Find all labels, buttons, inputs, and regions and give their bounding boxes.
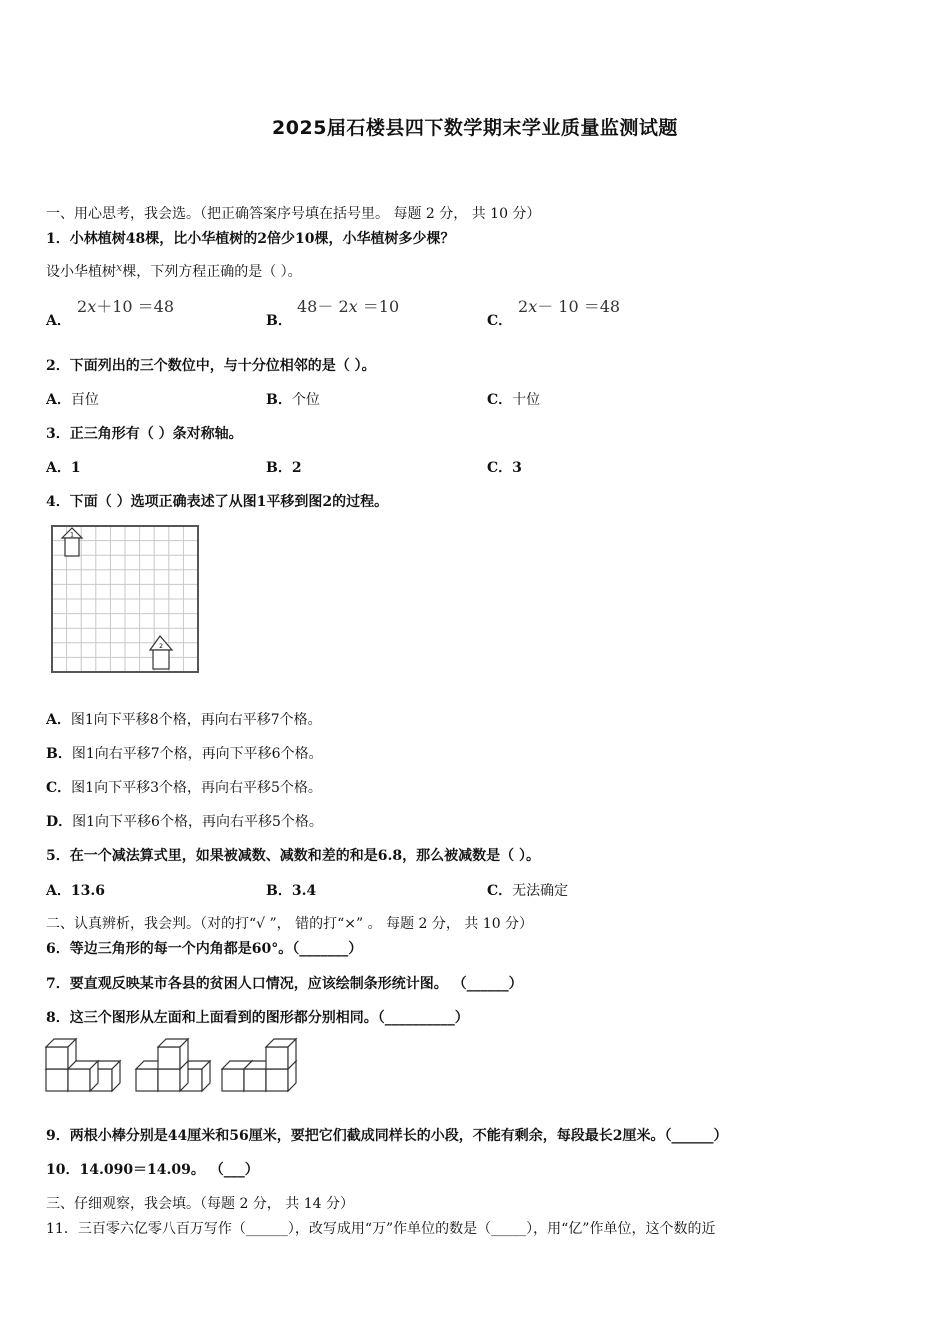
q1-option-a-formula: 2x＋10 ＝48 (77, 297, 175, 316)
house-1-label: 1 (70, 531, 74, 539)
q1-sub-post: 棵，下列方程正确的是（ ）。 (122, 264, 302, 280)
house-figure-1 (62, 528, 82, 556)
q8-text: 8．这三个图形从左面和上面看到的图形都分别相同。（__________） (46, 1010, 469, 1026)
q3-text: 3．正三角形有（ ）条对称轴。 (46, 426, 243, 442)
q2-option-c: C．十位 (487, 392, 541, 408)
cube-figure-3 (222, 1039, 296, 1091)
q4-option-a: A．图1向下平移8个格，再向右平移7个格。 (46, 712, 322, 728)
q1-text: 1．小林植树48棵，比小华植树的2倍少10棵，小华植树多少棵？ (46, 231, 455, 247)
q10-text: 10．14.090＝14.09。 （___） (46, 1162, 259, 1178)
q4-option-c: C．图1向下平移3个格，再向右平移5个格。 (46, 780, 322, 796)
q6-text: 6．等边三角形的每一个内角都是60°。（_______） (46, 941, 363, 957)
q1-option-b-formula: 48－ 2x ＝10 (297, 297, 400, 316)
q5-option-b: B．3.4 (266, 883, 317, 899)
q2-option-a: A．百位 (46, 392, 99, 408)
q8-cube-figures (44, 1036, 300, 1094)
cube-figure-1 (46, 1039, 120, 1091)
q7-text: 7．要直观反映某市各县的贫困人口情况，应该绘制条形统计图。 （______） (46, 976, 523, 992)
q5-text: 5．在一个减法算式里，如果被减数、减数和差的和是6.8，那么被减数是（ ）。 (46, 848, 540, 864)
q9-text: 9．两根小棒分别是44厘米和56厘米，要把它们截成同样长的小段，不能有剩余，每段最长2厘米。（______） (46, 1128, 728, 1144)
q3-option-a: A．1 (46, 460, 81, 476)
q1-sub-pre: 设小华植树 (46, 264, 116, 280)
q5-option-c: C．无法确定 (487, 883, 569, 899)
page-title: 2025届石楼县四下数学期末学业质量监测试题 (272, 117, 678, 139)
q4-option-b: B．图1向右平移7个格，再向下平移6个格。 (46, 746, 323, 762)
q1-option-c-formula: 2x－ 10 ＝48 (518, 297, 621, 316)
section1-header: 一、用心思考，我会选。（把正确答案序号填在括号里。 每题 2 分， 共 10 分） (46, 206, 541, 222)
q1-sub-var: x (116, 261, 123, 274)
section2-header: 二、认真辨析，我会判。（对的打“√ ”， 错的打“×” 。 每题 2 分， 共 10 分） (46, 916, 534, 932)
q1-option-b-label: B． (266, 313, 292, 329)
cube-figure-2 (136, 1039, 210, 1091)
house-2-label: 2 (159, 643, 163, 650)
q5-option-a: A．13.6 (46, 883, 105, 899)
q1-subtext (46, 261, 302, 281)
section3-header: 三、仔细观察，我会填。（每题 2 分， 共 14 分） (46, 1196, 354, 1212)
q1-option-a-label: A． (46, 313, 71, 329)
q4-option-d: D．图1向下平移6个格，再向右平移5个格。 (46, 814, 323, 830)
q11-text: 11．三百零六亿零八百万写作（______），改写成用“万”作单位的数是（_____），用“亿”作单位，这个数的近 (46, 1221, 716, 1237)
q2-text: 2．下面列出的三个数位中，与十分位相邻的是（ ）。 (46, 358, 376, 374)
q3-option-b: B．2 (266, 460, 302, 476)
q4-grid-figure (50, 524, 202, 676)
q1-option-c-label: C． (487, 313, 513, 329)
q2-option-b: B．个位 (266, 392, 320, 408)
q4-text: 4．下面（ ）选项正确表述了从图1平移到图2的过程。 (46, 494, 389, 510)
q3-option-c: C．3 (487, 460, 522, 476)
